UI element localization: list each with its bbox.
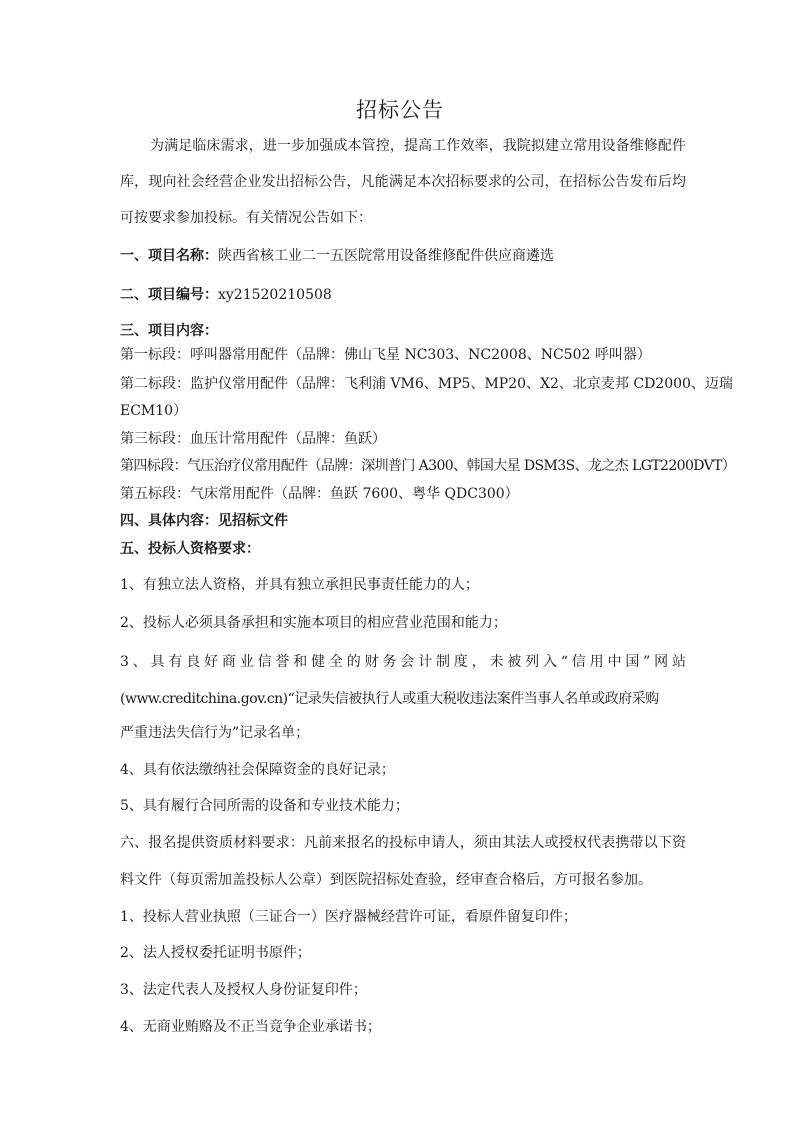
intro-line-1: 为满足临床需求，进一步加强成本管控，提高工作效率，我院拟建立常用设备维修配件: [150, 138, 686, 154]
material-4: 4、无商业贿赂及不正当竞争企业承诺书；: [120, 1019, 381, 1035]
qualification-heading: 五、投标人资格要求：: [120, 541, 260, 557]
lot-5: 第五标段：气床常用配件（品牌：鱼跃 7600、粤华 QDC300）: [120, 486, 519, 502]
material-2: 2、法人授权委托证明书原件；: [120, 945, 311, 961]
qualification-2: 2、投标人必须具备承担和实施本项目的相应营业范围和能力；: [120, 615, 507, 631]
lot-1: 第一标段：呼叫器常用配件（品牌：佛山飞星 NC303、NC2008、NC502 呼叫器）: [120, 347, 651, 363]
lot-3: 第三标段：血压计常用配件（品牌：鱼跃）: [120, 431, 386, 447]
material-3: 3、法定代表人及授权人身份证复印件；: [120, 982, 367, 998]
lot-4: 第四标段：气压治疗仪常用配件（品牌：深圳普门 A300、韩国大星 DSM3S、龙之杰 LGT2200DVT）: [120, 458, 736, 474]
project-code-label: 二、项目编号：: [120, 287, 218, 303]
project-name-value: 陕西省核工业二一五医院常用设备维修配件供应商遴选: [218, 248, 554, 264]
document-title: 招标公告: [356, 98, 444, 122]
lot-2-continued: ECM10）: [120, 403, 188, 419]
project-code-value: xy21520210508: [218, 287, 332, 303]
specific-content: 四、具体内容：见招标文件: [120, 513, 288, 529]
qualification-4: 4、具有依法缴纳社会保障资金的良好记录；: [120, 762, 395, 778]
intro-line-3: 可按要求参加投标。有关情况公告如下：: [120, 210, 372, 226]
qualification-3-line-2: (www.creditchina.gov.cn)“记录失信被执行人或重大税收违法案件当事人名单或政府采购: [120, 691, 659, 707]
lot-2: 第二标段：监护仪常用配件（品牌：飞利浦 VM6、MP5、MP20、X2、北京麦邦 CD2000、迈瑞: [120, 376, 733, 392]
project-code: [120, 285, 686, 305]
material-1: 1、投标人营业执照（三证合一）医疗器械经营许可证，看原件留复印件；: [120, 909, 577, 925]
qualification-3-line-3: 严重违法失信行为”记录名单；: [120, 725, 310, 741]
qualification-5: 5、具有履行合同所需的设备和专业技术能力；: [120, 798, 409, 814]
qualification-3: 3、具有良好商业信誉和健全的财务会计制度，未被列入“信用中国”网站: [120, 654, 686, 670]
intro-line-2: 库，现向社会经营企业发出招标公告，凡能满足本次招标要求的公司，在招标公告发布后均: [120, 174, 686, 190]
project-name-label: 一、项目名称：: [120, 248, 218, 264]
project-name: [120, 246, 686, 266]
materials-intro-1: 六、报名提供资质材料要求：凡前来报名的投标申请人，须由其法人或授权代表携带以下资: [120, 835, 686, 851]
materials-intro-2: 料文件（每页需加盖投标人公章）到医院招标处查验，经审查合格后，方可报名参加。: [120, 872, 652, 888]
content-heading: 三、项目内容：: [120, 323, 218, 339]
qualification-1: 1、有独立法人资格，并具有独立承担民事责任能力的人；: [120, 577, 479, 593]
